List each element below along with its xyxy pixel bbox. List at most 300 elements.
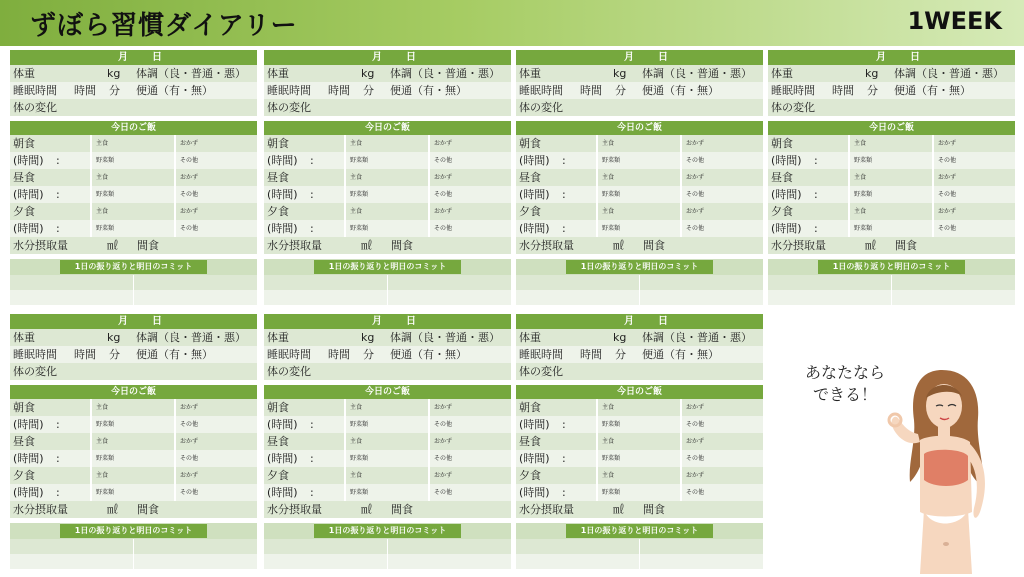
weight-row[interactable] (768, 65, 1015, 82)
day-card-3 (516, 50, 763, 305)
time-colon: : (562, 154, 566, 167)
time-cell[interactable] (264, 186, 344, 203)
body-change-row[interactable] (768, 99, 1015, 116)
condition-label: 体調（良・普通・悪） (390, 67, 500, 80)
vegetables-cell[interactable] (346, 152, 428, 169)
day-label: 日 (658, 52, 668, 63)
sleep-label: 睡眠時間 (519, 348, 563, 361)
water-label: 水分摂取量 (267, 503, 322, 516)
staple-cell[interactable] (346, 135, 428, 152)
other-cell[interactable] (934, 186, 1015, 203)
meal-row (264, 135, 511, 152)
month-label: 月 (624, 52, 634, 63)
staple-cell[interactable] (346, 169, 428, 186)
body-change-row[interactable] (10, 363, 257, 380)
staple-label: 主食 (602, 472, 615, 479)
meal-name-cell[interactable] (516, 399, 596, 416)
side-cell[interactable] (176, 169, 257, 186)
time-colon: : (310, 222, 314, 235)
vegetables-cell[interactable] (92, 416, 174, 433)
condition-label: 体調（良・普通・悪） (642, 67, 752, 80)
vegetables-cell[interactable] (598, 152, 680, 169)
meal-name-cell[interactable] (264, 169, 344, 186)
time-label: (時間) (771, 188, 802, 201)
time-cell[interactable] (264, 416, 344, 433)
commit-label: 1日の振り返りと明日のコミット (314, 260, 461, 274)
vegetables-cell[interactable] (598, 416, 680, 433)
vegetables-label: 野菜類 (602, 455, 621, 462)
staple-label: 主食 (602, 208, 615, 215)
title-bar (0, 0, 1024, 46)
meal-row (516, 467, 763, 484)
vegetables-label: 野菜類 (602, 157, 621, 164)
meal-row-time (264, 450, 511, 467)
day-label: 日 (406, 316, 416, 327)
side-cell[interactable] (682, 433, 763, 450)
time-cell[interactable] (516, 416, 596, 433)
vegetables-label: 野菜類 (350, 225, 369, 232)
month-label: 月 (372, 52, 382, 63)
side-label: おかず (434, 174, 453, 181)
time-cell[interactable] (10, 220, 90, 237)
commit-line[interactable] (768, 290, 1015, 305)
time-colon: : (814, 188, 818, 201)
vegetables-cell[interactable] (598, 484, 680, 501)
weight-row[interactable] (10, 329, 257, 346)
meal-name-cell[interactable] (264, 467, 344, 484)
meal-row-time (10, 416, 257, 433)
staple-cell[interactable] (598, 467, 680, 484)
meal-name-cell[interactable] (10, 135, 90, 152)
side-label: おかず (180, 404, 199, 411)
time-colon: : (56, 222, 60, 235)
meal-label: 昼食 (267, 171, 289, 184)
other-label: その他 (180, 421, 199, 428)
meal-row (516, 433, 763, 450)
side-cell[interactable] (176, 467, 257, 484)
time-cell[interactable] (516, 220, 596, 237)
other-label: その他 (686, 455, 705, 462)
vegetables-label: 野菜類 (350, 157, 369, 164)
time-cell[interactable] (768, 220, 848, 237)
vegetables-cell[interactable] (346, 450, 428, 467)
side-cell[interactable] (682, 399, 763, 416)
water-row[interactable] (768, 237, 1015, 254)
staple-label: 主食 (96, 438, 109, 445)
time-cell[interactable] (264, 484, 344, 501)
other-cell[interactable] (430, 484, 511, 501)
ml-unit: ㎖ (361, 239, 372, 252)
commit-line[interactable] (10, 290, 257, 305)
staple-cell[interactable] (92, 169, 174, 186)
commit-line[interactable] (10, 275, 257, 290)
time-cell[interactable] (768, 152, 848, 169)
other-label: その他 (686, 191, 705, 198)
time-cell[interactable] (10, 186, 90, 203)
meal-name-cell[interactable] (10, 467, 90, 484)
side-cell[interactable] (682, 135, 763, 152)
time-cell[interactable] (10, 416, 90, 433)
meal-label: 昼食 (519, 435, 541, 448)
sleep-label: 睡眠時間 (13, 348, 57, 361)
commit-line[interactable] (264, 290, 511, 305)
other-cell[interactable] (934, 220, 1015, 237)
staple-label: 主食 (350, 208, 363, 215)
staple-label: 主食 (854, 140, 867, 147)
weight-row[interactable] (10, 65, 257, 82)
other-cell[interactable] (682, 484, 763, 501)
snack-label: 間食 (643, 239, 665, 252)
other-cell[interactable] (430, 186, 511, 203)
other-cell[interactable] (682, 152, 763, 169)
staple-cell[interactable] (850, 169, 932, 186)
side-cell[interactable] (430, 203, 511, 220)
vegetables-label: 野菜類 (350, 421, 369, 428)
commit-line[interactable] (516, 554, 763, 569)
vegetables-cell[interactable] (598, 450, 680, 467)
time-cell[interactable] (264, 220, 344, 237)
side-cell[interactable] (682, 169, 763, 186)
commit-header (516, 523, 763, 539)
meals-table (10, 399, 257, 501)
condition-label: 体調（良・普通・悪） (894, 67, 1004, 80)
time-cell[interactable] (516, 484, 596, 501)
other-label: その他 (686, 489, 705, 496)
time-cell[interactable] (10, 450, 90, 467)
time-colon: : (562, 188, 566, 201)
commit-line[interactable] (10, 554, 257, 569)
day-card-2 (264, 50, 511, 305)
meal-name-cell[interactable] (264, 433, 344, 450)
time-colon: : (562, 486, 566, 499)
commit-line[interactable] (264, 554, 511, 569)
time-label: (時間) (519, 452, 550, 465)
meal-row (516, 135, 763, 152)
time-label: (時間) (267, 418, 298, 431)
meal-name-cell[interactable] (10, 169, 90, 186)
side-cell[interactable] (430, 169, 511, 186)
sleep-row[interactable] (10, 82, 257, 99)
water-row[interactable] (516, 501, 763, 518)
time-colon: : (310, 418, 314, 431)
side-label: おかず (434, 208, 453, 215)
meal-label: 朝食 (13, 137, 35, 150)
ml-unit: ㎖ (613, 503, 624, 516)
meal-name-cell[interactable] (10, 399, 90, 416)
body-change-row[interactable] (516, 363, 763, 380)
side-cell[interactable] (176, 135, 257, 152)
staple-cell[interactable] (598, 135, 680, 152)
staple-cell[interactable] (850, 203, 932, 220)
body-change-label: 体の変化 (519, 101, 563, 114)
vegetables-cell[interactable] (346, 220, 428, 237)
meal-label: 夕食 (13, 205, 35, 218)
vegetables-cell[interactable] (850, 186, 932, 203)
vegetables-cell[interactable] (92, 450, 174, 467)
time-cell[interactable] (516, 450, 596, 467)
vegetables-cell[interactable] (346, 484, 428, 501)
meal-row-time (516, 450, 763, 467)
body-change-label: 体の変化 (771, 101, 815, 114)
page-title: ずぼら習慣ダイアリー (30, 11, 298, 41)
other-label: その他 (434, 157, 453, 164)
vegetables-cell[interactable] (92, 484, 174, 501)
time-cell[interactable] (516, 186, 596, 203)
meal-label: 夕食 (771, 205, 793, 218)
hours-unit: 時間 (74, 84, 96, 97)
body-change-row[interactable] (10, 99, 257, 116)
commit-line[interactable] (516, 275, 763, 290)
body-change-row[interactable] (516, 99, 763, 116)
vegetables-cell[interactable] (850, 152, 932, 169)
other-cell[interactable] (430, 416, 511, 433)
commit-header (264, 259, 511, 275)
water-row[interactable] (516, 237, 763, 254)
other-cell[interactable] (430, 450, 511, 467)
body-change-row[interactable] (264, 99, 511, 116)
vegetables-label: 野菜類 (602, 489, 621, 496)
staple-cell[interactable] (850, 135, 932, 152)
meal-name-cell[interactable] (516, 135, 596, 152)
meal-row (768, 203, 1015, 220)
vegetables-cell[interactable] (346, 186, 428, 203)
other-cell[interactable] (682, 220, 763, 237)
staple-label: 主食 (350, 472, 363, 479)
side-cell[interactable] (934, 135, 1015, 152)
day-label: 日 (910, 52, 920, 63)
other-cell[interactable] (176, 220, 257, 237)
weight-row[interactable] (264, 329, 511, 346)
vegetables-label: 野菜類 (96, 225, 115, 232)
snack-label: 間食 (895, 239, 917, 252)
other-cell[interactable] (430, 220, 511, 237)
commit-line[interactable] (516, 539, 763, 554)
side-cell[interactable] (430, 433, 511, 450)
staple-cell[interactable] (346, 203, 428, 220)
meal-name-cell[interactable] (516, 169, 596, 186)
other-label: その他 (180, 225, 199, 232)
sleep-row[interactable] (264, 346, 511, 363)
water-row[interactable] (264, 237, 511, 254)
date-header (10, 314, 257, 329)
commit-header (264, 523, 511, 539)
commit-label: 1日の振り返りと明日のコミット (314, 524, 461, 538)
side-cell[interactable] (430, 399, 511, 416)
meal-name-cell[interactable] (10, 203, 90, 220)
date-header (264, 50, 511, 65)
meal-name-cell[interactable] (768, 135, 848, 152)
meal-name-cell[interactable] (516, 433, 596, 450)
meals-header: 今日のご飯 (516, 385, 763, 399)
other-cell[interactable] (176, 450, 257, 467)
sleep-row[interactable] (516, 82, 763, 99)
meal-name-cell[interactable] (264, 399, 344, 416)
commit-line[interactable] (516, 290, 763, 305)
other-label: その他 (434, 489, 453, 496)
side-cell[interactable] (934, 169, 1015, 186)
other-label: その他 (180, 191, 199, 198)
side-cell[interactable] (682, 203, 763, 220)
time-cell[interactable] (516, 152, 596, 169)
vegetables-label: 野菜類 (350, 191, 369, 198)
meal-row-time (768, 220, 1015, 237)
day-card-5 (10, 314, 257, 569)
body-change-row[interactable] (264, 363, 511, 380)
side-cell[interactable] (682, 467, 763, 484)
vegetables-cell[interactable] (598, 220, 680, 237)
staple-cell[interactable] (346, 433, 428, 450)
day-card-6 (264, 314, 511, 569)
other-cell[interactable] (176, 186, 257, 203)
meals-table (768, 135, 1015, 237)
time-colon: : (56, 418, 60, 431)
other-cell[interactable] (176, 152, 257, 169)
vegetables-cell[interactable] (598, 186, 680, 203)
side-cell[interactable] (430, 135, 511, 152)
side-cell[interactable] (430, 467, 511, 484)
time-cell[interactable] (768, 186, 848, 203)
commit-line[interactable] (10, 539, 257, 554)
water-row[interactable] (10, 237, 257, 254)
other-cell[interactable] (430, 152, 511, 169)
time-label: (時間) (519, 418, 550, 431)
ml-unit: ㎖ (865, 239, 876, 252)
other-cell[interactable] (682, 450, 763, 467)
time-label: (時間) (13, 154, 44, 167)
meal-name-cell[interactable] (264, 203, 344, 220)
weight-label: 体重 (519, 331, 541, 344)
kg-unit: kg (107, 67, 121, 80)
meal-row (516, 169, 763, 186)
snack-label: 間食 (643, 503, 665, 516)
side-label: おかず (686, 404, 705, 411)
meals-header: 今日のご飯 (10, 385, 257, 399)
month-label: 月 (118, 52, 128, 63)
weight-row[interactable] (516, 65, 763, 82)
side-cell[interactable] (176, 399, 257, 416)
meal-row (10, 203, 257, 220)
side-cell[interactable] (176, 433, 257, 450)
meal-label: 夕食 (267, 469, 289, 482)
other-cell[interactable] (934, 152, 1015, 169)
vegetables-cell[interactable] (92, 152, 174, 169)
vegetables-cell[interactable] (850, 220, 932, 237)
vegetables-cell[interactable] (92, 220, 174, 237)
time-label: (時間) (13, 222, 44, 235)
staple-cell[interactable] (346, 467, 428, 484)
time-label: (時間) (13, 418, 44, 431)
staple-label: 主食 (602, 404, 615, 411)
meals-table (516, 135, 763, 237)
staple-label: 主食 (602, 140, 615, 147)
vegetables-cell[interactable] (346, 416, 428, 433)
time-label: (時間) (771, 222, 802, 235)
sleep-row[interactable] (264, 82, 511, 99)
commit-line[interactable] (768, 275, 1015, 290)
weight-label: 体重 (519, 67, 541, 80)
staple-cell[interactable] (598, 433, 680, 450)
water-row[interactable] (264, 501, 511, 518)
meal-row-time (768, 186, 1015, 203)
weight-label: 体重 (771, 67, 793, 80)
staple-cell[interactable] (92, 433, 174, 450)
kg-unit: kg (361, 331, 375, 344)
water-row[interactable] (10, 501, 257, 518)
meal-label: 昼食 (519, 171, 541, 184)
time-cell[interactable] (10, 152, 90, 169)
date-header (768, 50, 1015, 65)
commit-label: 1日の振り返りと明日のコミット (60, 260, 207, 274)
water-label: 水分摂取量 (13, 503, 68, 516)
meal-row (264, 399, 511, 416)
meal-row (768, 135, 1015, 152)
meal-row (10, 433, 257, 450)
staple-cell[interactable] (598, 203, 680, 220)
weight-row[interactable] (264, 65, 511, 82)
kg-unit: kg (107, 331, 121, 344)
vegetables-label: 野菜類 (350, 455, 369, 462)
vegetables-label: 野菜類 (96, 421, 115, 428)
time-colon: : (310, 154, 314, 167)
other-cell[interactable] (176, 416, 257, 433)
side-cell[interactable] (934, 203, 1015, 220)
sleep-row[interactable] (10, 346, 257, 363)
vegetables-cell[interactable] (92, 186, 174, 203)
meal-name-cell[interactable] (10, 433, 90, 450)
time-cell[interactable] (10, 484, 90, 501)
meal-label: 昼食 (13, 435, 35, 448)
meals-header: 今日のご飯 (516, 121, 763, 135)
time-cell[interactable] (264, 450, 344, 467)
other-cell[interactable] (682, 186, 763, 203)
meal-name-cell[interactable] (516, 203, 596, 220)
meals-header: 今日のご飯 (768, 121, 1015, 135)
time-cell[interactable] (264, 152, 344, 169)
staple-cell[interactable] (598, 169, 680, 186)
staple-cell[interactable] (92, 135, 174, 152)
staple-cell[interactable] (598, 399, 680, 416)
side-label: おかず (686, 438, 705, 445)
staple-cell[interactable] (92, 203, 174, 220)
time-label: (時間) (13, 188, 44, 201)
sleep-row[interactable] (516, 346, 763, 363)
meal-name-cell[interactable] (516, 467, 596, 484)
meal-row (10, 399, 257, 416)
meal-name-cell[interactable] (264, 135, 344, 152)
meal-name-cell[interactable] (768, 203, 848, 220)
meals-table (264, 135, 511, 237)
meal-name-cell[interactable] (768, 169, 848, 186)
staple-cell[interactable] (346, 399, 428, 416)
commit-line[interactable] (264, 539, 511, 554)
other-label: その他 (686, 421, 705, 428)
side-cell[interactable] (176, 203, 257, 220)
commit-line[interactable] (264, 275, 511, 290)
sleep-row[interactable] (768, 82, 1015, 99)
hours-unit: 時間 (832, 84, 854, 97)
meal-row-time (516, 152, 763, 169)
body-change-label: 体の変化 (519, 365, 563, 378)
meal-row-time (516, 484, 763, 501)
weight-row[interactable] (516, 329, 763, 346)
staple-cell[interactable] (92, 467, 174, 484)
other-cell[interactable] (176, 484, 257, 501)
sleep-label: 睡眠時間 (267, 348, 311, 361)
other-cell[interactable] (682, 416, 763, 433)
weight-label: 体重 (13, 67, 35, 80)
time-colon: : (56, 452, 60, 465)
staple-cell[interactable] (92, 399, 174, 416)
